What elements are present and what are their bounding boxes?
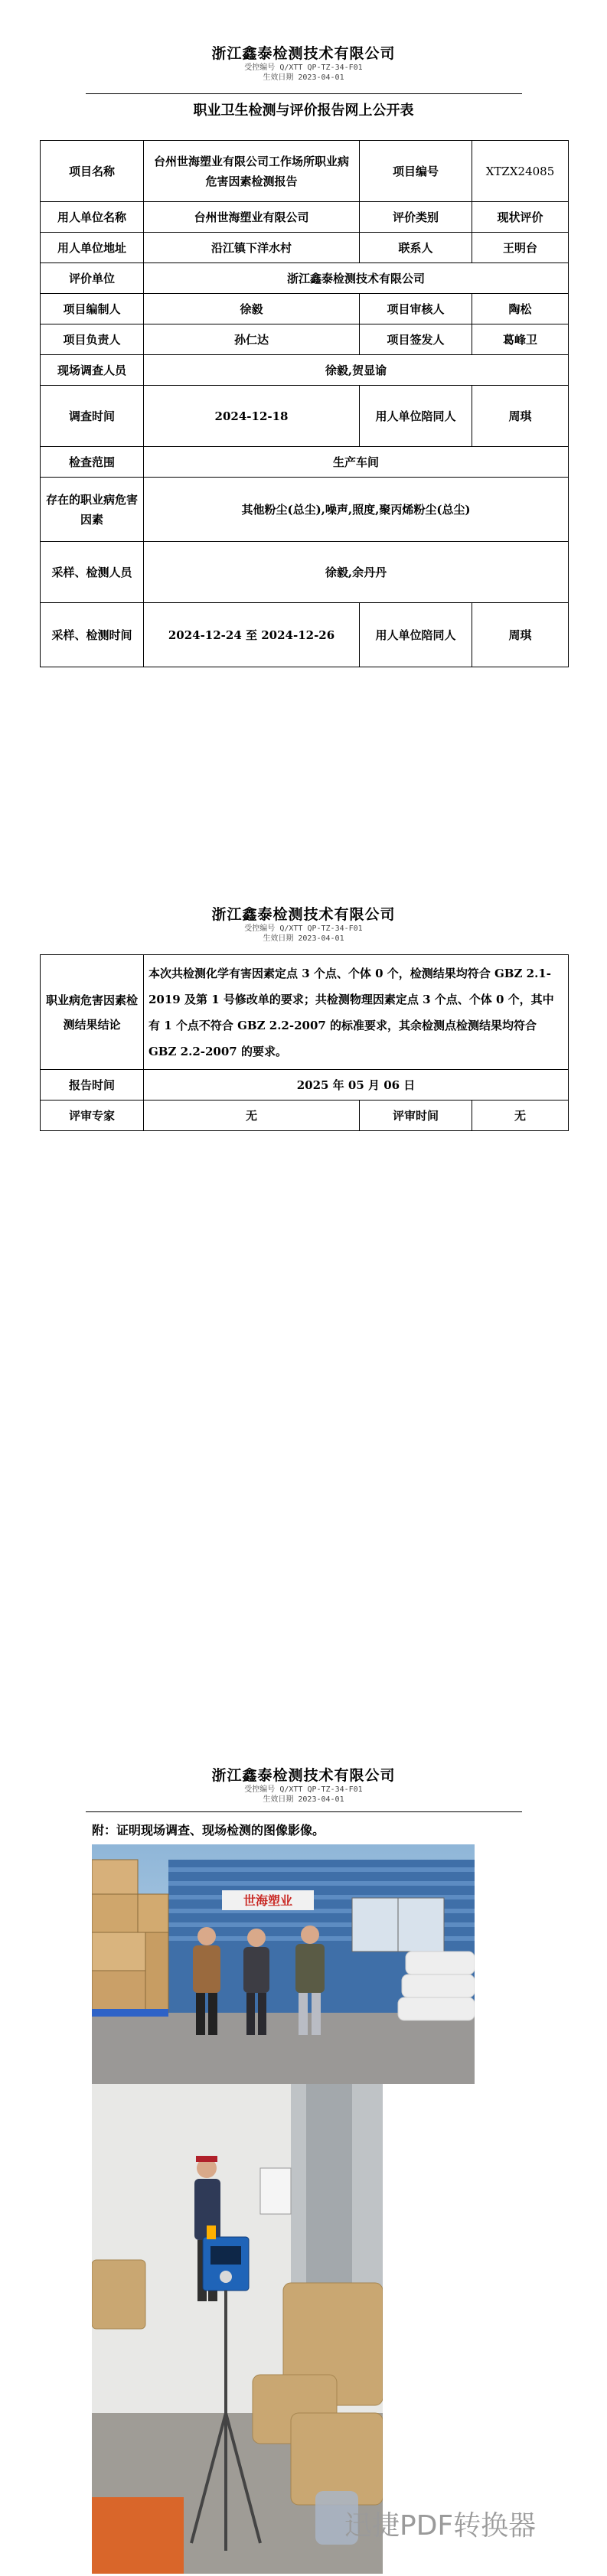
project-name-label: 项目名称 [41, 141, 144, 202]
page-3 [0, 1764, 607, 2576]
table-row [41, 386, 569, 447]
table-row [41, 355, 569, 386]
preparer-value: 徐毅 [144, 294, 360, 324]
escort2-value: 周琪 [472, 603, 569, 667]
expert-value: 无 [144, 1101, 360, 1131]
investigators-label: 现场调查人员 [41, 355, 144, 386]
reviewer-value: 陶松 [472, 294, 569, 324]
escort2-label: 用人单位陪同人 [360, 603, 472, 667]
report-info-table [40, 140, 569, 667]
investigators-value: 徐毅,贺显谕 [144, 355, 569, 386]
address-value: 沿江镇下洋水村 [144, 233, 360, 263]
leader-value: 孙仁达 [144, 324, 360, 355]
table-row [41, 263, 569, 294]
project-no-value: XTZX24085 [472, 141, 569, 202]
employer-value: 台州世海塑业有限公司 [144, 202, 360, 233]
report-title: 职业卫生检测与评价报告网上公开表 [193, 103, 414, 119]
expert-label: 评审专家 [41, 1101, 144, 1131]
factory-sign-text: 世海塑业 [243, 1893, 293, 1908]
site-survey-photo [92, 1844, 475, 2084]
company-name: 浙江鑫泰检测技术有限公司 [211, 1767, 396, 1784]
effective-date: 生效日期 2023-04-01 [263, 1795, 344, 1804]
watermark-text: 迅捷PDF转换器 [344, 2510, 537, 2542]
project-no-label: 项目编号 [360, 141, 472, 202]
samplers-value: 徐毅,余丹丹 [144, 542, 569, 603]
employer-label: 用人单位名称 [41, 202, 144, 233]
contact-value: 王明台 [472, 233, 569, 263]
table-row [41, 294, 569, 324]
table-row [41, 542, 569, 603]
scope-label: 检查范围 [41, 447, 144, 478]
control-number: 受控编号 Q/XTT QP-TZ-34-F01 [244, 924, 363, 933]
effective-date: 生效日期 2023-04-01 [263, 934, 344, 943]
table-row [41, 233, 569, 263]
survey-time-label: 调查时间 [41, 386, 144, 447]
table-row [41, 447, 569, 478]
table-row [41, 478, 569, 542]
review-time-value: 无 [472, 1101, 569, 1131]
evaluator-label: 评价单位 [41, 263, 144, 294]
report-time-label: 报告时间 [41, 1070, 144, 1101]
eval-type-label: 评价类别 [360, 202, 472, 233]
conclusion-table [40, 954, 569, 1131]
address-label: 用人单位地址 [41, 233, 144, 263]
header-rule [86, 93, 522, 94]
scope-value: 生产车间 [144, 447, 569, 478]
control-number: 受控编号 Q/XTT QP-TZ-34-F01 [244, 64, 363, 72]
samplers-label: 采样、检测人员 [41, 542, 144, 603]
page-header [0, 903, 607, 944]
hazards-label: 存在的职业病危害因素 [41, 478, 144, 542]
page-2 [0, 903, 607, 1668]
conclusion-value: 本次共检测化学有害因素定点 3 个点、个体 0 个，检测结果均符合 GBZ 2.1-2019 及第 1 号修改单的要求；共检测物理因素定点 3 个点、个体 0 个，其中有 1 个点不符合 GBZ 2.2-2007 的标准要求，其余检测点检测结果均符合 GBZ 2.2-2007 的要求。 [144, 955, 569, 1070]
page-header [0, 42, 607, 83]
site-survey-illustration [92, 1844, 475, 2084]
page-1 [0, 0, 607, 765]
review-time-label: 评审时间 [360, 1101, 472, 1131]
survey-time-value: 2024-12-18 [144, 386, 360, 447]
header-rule [86, 1811, 522, 1812]
eval-type-value: 现状评价 [472, 202, 569, 233]
conclusion-label: 职业病危害因素检测结果结论 [41, 955, 144, 1070]
table-row [41, 603, 569, 667]
table-row [41, 141, 569, 202]
report-time-value: 2025 年 05 月 06 日 [144, 1070, 569, 1101]
table-row [41, 955, 569, 1070]
issuer-label: 项目签发人 [360, 324, 472, 355]
sampling-time-value: 2024-12-24 至 2024-12-26 [144, 603, 360, 667]
evaluator-value: 浙江鑫泰检测技术有限公司 [144, 263, 569, 294]
company-name: 浙江鑫泰检测技术有限公司 [211, 906, 396, 923]
project-name-value: 台州世海塑业有限公司工作场所职业病危害因素检测报告 [144, 141, 360, 202]
contact-label: 联系人 [360, 233, 472, 263]
company-name: 浙江鑫泰检测技术有限公司 [211, 45, 396, 62]
control-number: 受控编号 Q/XTT QP-TZ-34-F01 [244, 1785, 363, 1794]
effective-date: 生效日期 2023-04-01 [263, 73, 344, 82]
hazards-value: 其他粉尘(总尘),噪声,照度,聚丙烯粉尘(总尘) [144, 478, 569, 542]
preparer-label: 项目编制人 [41, 294, 144, 324]
table-row [41, 324, 569, 355]
escort-label: 用人单位陪同人 [360, 386, 472, 447]
sampling-time-label: 采样、检测时间 [41, 603, 144, 667]
issuer-value: 葛峰卫 [472, 324, 569, 355]
escort-value: 周琪 [472, 386, 569, 447]
table-row [41, 1101, 569, 1131]
reviewer-label: 项目审核人 [360, 294, 472, 324]
page-header [0, 1764, 607, 1805]
appendix-caption: 附：证明现场调查、现场检测的图像影像。 [92, 1823, 325, 1837]
leader-label: 项目负责人 [41, 324, 144, 355]
table-row [41, 1070, 569, 1101]
table-row [41, 202, 569, 233]
